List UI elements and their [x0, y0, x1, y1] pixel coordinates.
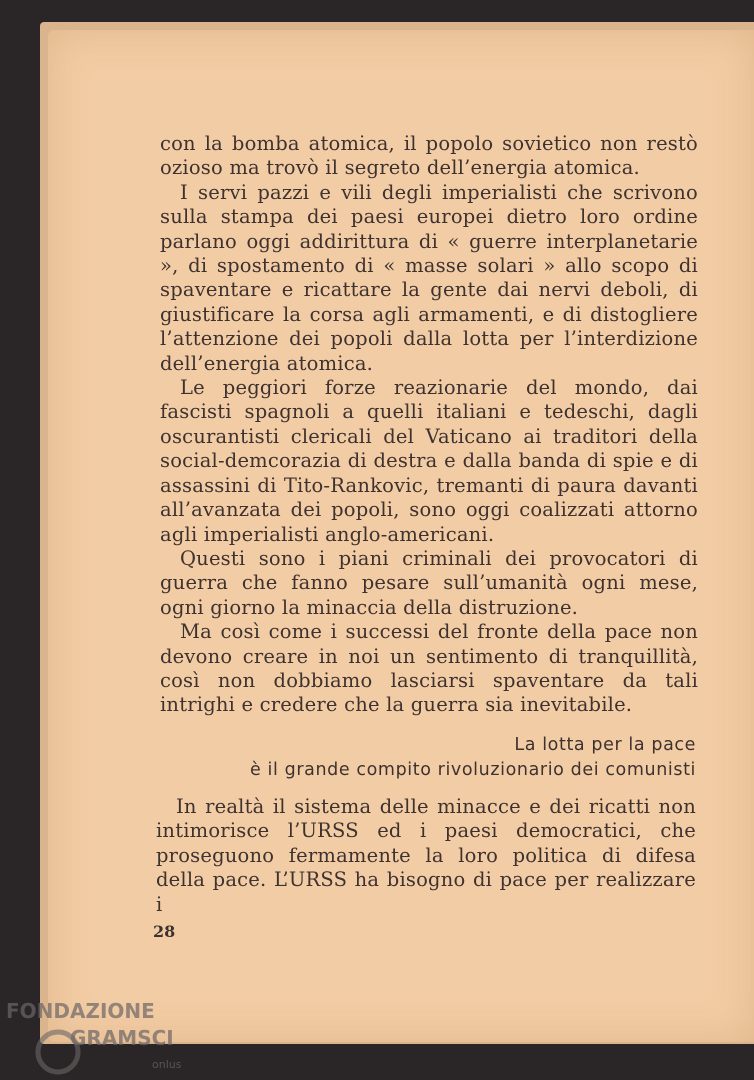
paragraph: Ma così come i successi del fronte della pace non devono creare in noi un sentimento di tranquillità, così non dobbiamo lasciarsi spaventare da tali intrighi e credere che la guerra sia inevitabile.	[160, 620, 698, 717]
section-heading-line1: La lotta per la pace	[514, 735, 696, 755]
section-heading-line2: è il grande compito rivoluzionario dei comunisti	[250, 760, 696, 780]
fondazione-gramsci-watermark	[4, 996, 204, 1076]
watermark-line1: FONDAZIONE	[6, 999, 155, 1023]
paragraph: Le peggiori forze reazionarie del mondo, dai fascisti spagnoli a quelli italiani e tedeschi, dagli oscurantisti clericali del Vaticano ai traditori della social-demcorazia di destra e dalla banda di spie e di assassini di Tito-Rankovic, tremanti di paura davanti all’avanzata dei popoli, sono oggi coalizzati attorno agli imperialisti anglo-americani.	[160, 376, 698, 546]
paragraph: In realtà il sistema delle minacce e dei ricatti non intimorisce l’URSS ed i paesi democratici, che proseguono fermamente la loro politica di difesa della pace. L’URSS ha bisogno di pace per realizzare i	[156, 795, 696, 916]
watermark-line3: onlus	[152, 1058, 182, 1071]
watermark-line2: GRAMSCI	[70, 1026, 174, 1050]
paragraph: I servi pazzi e vili degli imperialisti che scrivono sulla stampa dei paesi europei dietro loro ordine parlano oggi addirittura di « guerre interplanetarie », di spostamento di « masse solari » allo scopo di spaventare e ricattare la gente dai nervi deboli, di giustificare la corsa agli armamenti, e di distogliere l’attenzione dei popoli dalla lotta per l’interdizione dell’energia atomica.	[160, 180, 698, 375]
paragraph: Questi sono i piani criminali dei provocatori di guerra che fanno pesare sull’umanità ogni mese, ogni giorno la minaccia della distruzione.	[160, 546, 698, 619]
page-number: 28	[153, 922, 176, 941]
body-text	[160, 132, 698, 718]
body-text-continued	[156, 795, 696, 917]
paragraph: con la bomba atomica, il popolo sovietico non restò ozioso ma trovò il segreto dell’energia atomica.	[160, 132, 698, 180]
section-heading	[216, 733, 696, 783]
